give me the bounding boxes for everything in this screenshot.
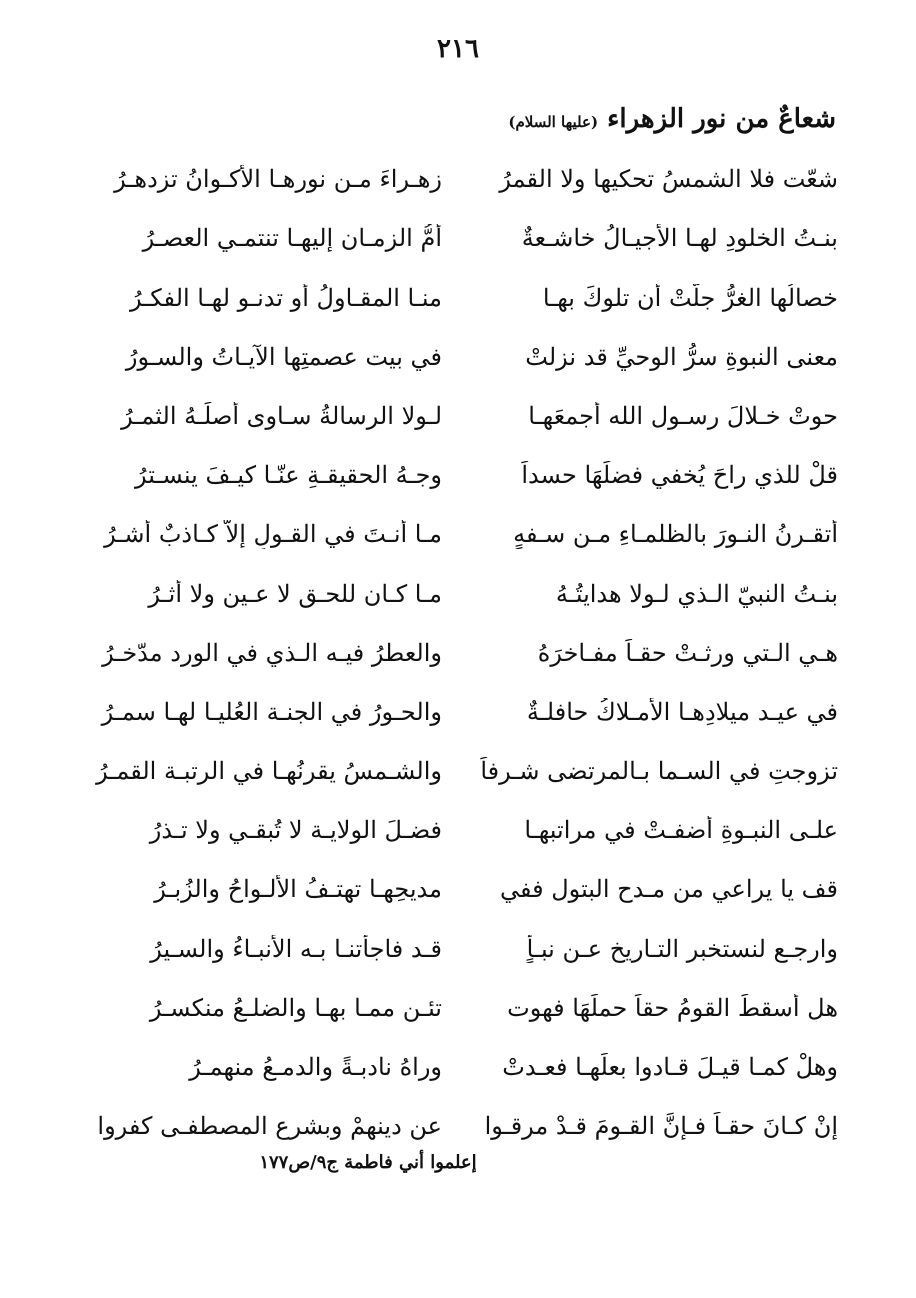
verse-first-half: قف يا يراعي من مـدح البتول ففي <box>499 875 838 904</box>
verse-second-half: في بيت عصمتِها الآيـاتُ والسـورُ <box>125 342 442 371</box>
verse-second-half: مـا أنـتَ في القـولِ إلاّ كـاذبٌ أشـرُ <box>104 520 442 549</box>
verse <box>70 801 838 860</box>
poem-title-text: شعاعٌ من نور الزهراء <box>607 104 836 134</box>
verse-second-half: مديحِهـا تهتـفُ الألـواحُ والزُبـرُ <box>154 875 442 904</box>
verse-first-half: هـي الـتي ورثـتْ حقـاً مفـاخرَهُ <box>537 638 838 667</box>
source-citation-text: إعلموا أني فاطمة ج٩/ص١٧٧ <box>259 1152 477 1173</box>
verse <box>70 446 838 505</box>
verse-first-half: علـى النبـوةِ أضفـتْ في مراتبهـا <box>524 816 838 845</box>
verse <box>70 328 838 387</box>
verse <box>70 209 838 268</box>
verse-first-half: إنْ كـانَ حقـاً فـإنَّ القـومَ قـدْ مرقـوا <box>484 1112 838 1141</box>
verse <box>70 742 838 801</box>
poem-title-note: (عليها السلام) <box>508 113 599 131</box>
verse-first-half: حوتْ خـلالَ رسـول الله أجمعَهـا <box>528 401 838 430</box>
verse <box>70 564 838 623</box>
source-citation <box>0 1152 916 1173</box>
verse-first-half: وارجـع لنستخبر التـاريخ عـن نبـأٍ <box>526 934 838 963</box>
verse-second-half: تئـن ممـا بهـا والضلـعُ منكسـرُ <box>149 993 442 1022</box>
page-number: ٢١٦ <box>437 34 479 64</box>
verse-second-half: عن دينهمْ وبشرعِ المصطفـى كفروا <box>97 1112 442 1141</box>
verse-second-half: أمُّ الزمـان إليهـا تنتمـي العصـرُ <box>142 224 442 253</box>
verse <box>70 1097 838 1156</box>
verse <box>70 505 838 564</box>
verse-second-half: مـا كـان للحـق لا عـين ولا أثـرُ <box>148 579 442 608</box>
verse-first-half: أتقـرنُ النـورَ بالظلمـاءِ مـن سـفهٍ <box>513 520 838 549</box>
verse-second-half: والشـمسُ يقرنُهـا في الرتبـة القمـرُ <box>96 757 442 786</box>
poem <box>70 150 838 1156</box>
verse-first-half: معنى النبوةِ سرُّ الوحيِّ قد نزلتْ <box>525 342 838 371</box>
verse-second-half: وراهُ نادبـةً والدمـعُ منهمـرُ <box>189 1053 442 1081</box>
verse-first-half: وهلْ كمـا قيـلَ قـادوا بعلَهـا فعـدتْ <box>502 1053 838 1081</box>
verse <box>70 268 838 327</box>
verse-first-half: بنـتُ الخلودِ لهـا الأجيـالُ خاشـعةٌ <box>521 224 838 253</box>
verse-first-half: خصالُها الغرُّ جلّتْ أن تلوكَ بهـا <box>542 283 838 312</box>
verse-second-half: فضـلَ الولايـة لا تُبقـي ولا تـذرُ <box>149 816 442 845</box>
verse <box>70 919 838 978</box>
verse-second-half: والحـورُ في الجنـة العُليـا لهـا سمـرُ <box>101 697 442 726</box>
verse-first-half: هل أسقطَ القومُ حقاً حملَهَا فهوت <box>507 993 838 1022</box>
verse-first-half: تزوجتِ في السـما بـالمرتضى شـرفاً <box>480 757 838 786</box>
verse-second-half: وجـهُ الحقيقـةِ عنّـا كيـفَ ينسـترُ <box>134 461 442 490</box>
verse <box>70 979 838 1038</box>
verse <box>70 683 838 742</box>
verse-first-half: بنـتُ النبيّ الـذي لـولا هدايتُـهُ <box>555 579 838 608</box>
verse <box>70 387 838 446</box>
verse-second-half: قـد فاجأتنـا بـه الأنبـاءُ والسـيرُ <box>150 934 442 963</box>
poem-title <box>508 104 836 134</box>
verse <box>70 860 838 919</box>
verse-second-half: والعطرُ فيـه الـذي في الورد مدّخـرُ <box>102 638 442 667</box>
verse-first-half: شعّت فلا الشمسُ تحكيها ولا القمرُ <box>499 165 838 194</box>
verse-first-half: قلْ للذي راحَ يُخفي فضلَهَا حسداً <box>521 461 838 490</box>
verse-second-half: لـولا الرسالةُ سـاوى أصلَـهُ الثمـرُ <box>121 401 442 430</box>
verse-second-half: منـا المقـاولُ أو تدنـو لهـا الفكـرُ <box>130 283 442 312</box>
verse-first-half: في عيـد ميلادِهـا الأمـلاكُ حافلـةٌ <box>526 697 838 726</box>
verse <box>70 1038 838 1097</box>
verse <box>70 150 838 209</box>
verse <box>70 624 838 683</box>
verse-second-half: زهـراءَ مـن نورهـا الأكـوانُ تزدهـرُ <box>114 165 442 194</box>
